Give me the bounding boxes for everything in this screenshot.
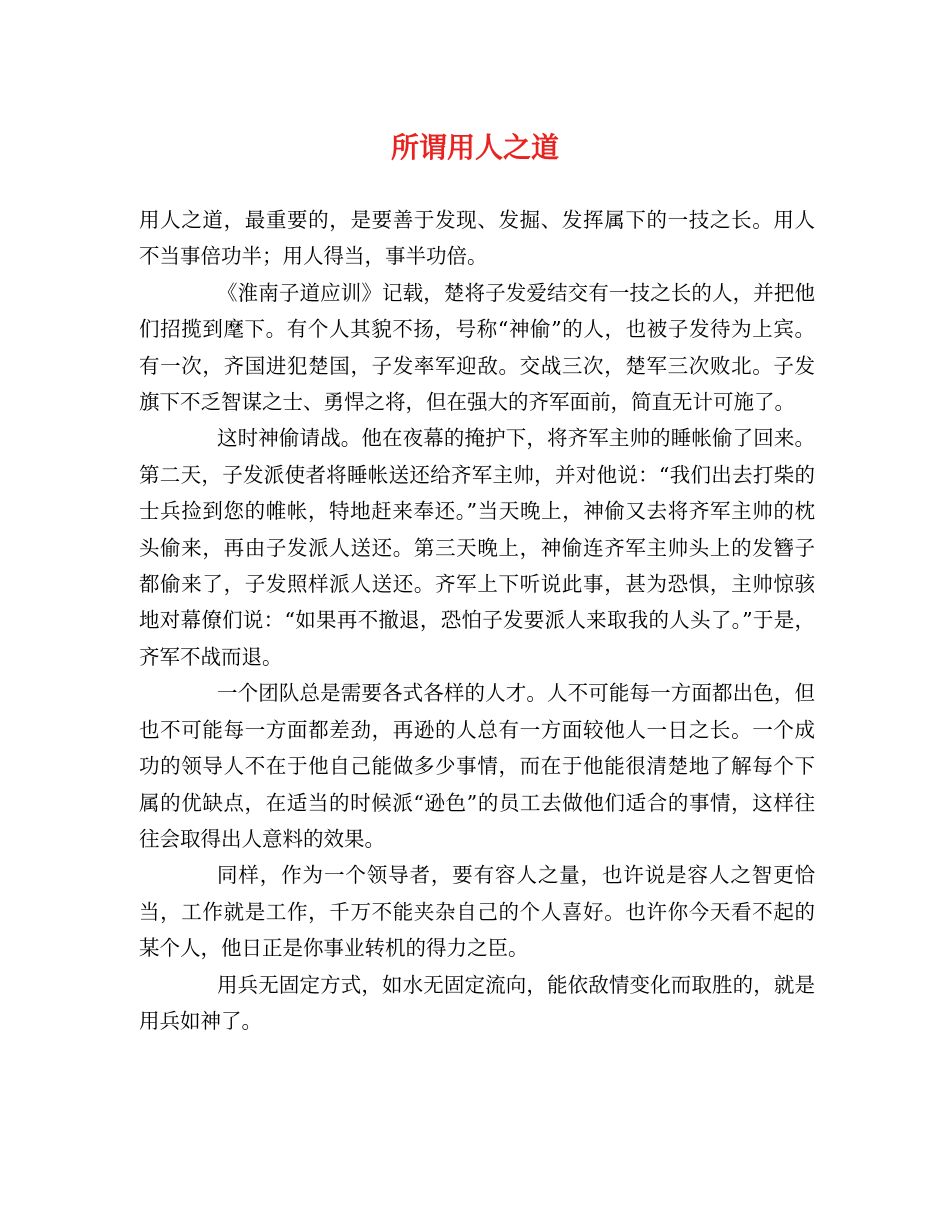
paragraph-intro: 用人之道，最重要的，是要善于发现、发掘、发挥属下的一技之长。用人不当事倍功半；用人得当，事半功倍。: [139, 208, 815, 269]
document-title: 所谓用人之道: [390, 131, 559, 164]
paragraph-conclusion: 用兵无固定方式，如水无固定流向，能依敌情变化而取胜的，就是用兵如神了。: [139, 972, 815, 1033]
paragraph-shentou: 这时神偷请战。他在夜幕的掩护下，将齐军主帅的睡帐偷了回来。第二天，子发派使者将睡帐送还给齐军主帅，并对他说：“我们出去打柴的士兵捡到您的帷帐，特地赶来奉还。”当天晚上，神偷又去将齐军主帅的枕头偷来，再由子发派人送还。第三天晚上，神偷连齐军主帅头上的发簪子都偷来了，子发照样派人送还。齐军上下听说此事，甚为恐惧，主帅惊骇地对幕僚们说：“如果再不撤退，恐怕子发要派人来取我的人头了。”于是，齐军不战而退。: [139, 426, 815, 669]
document-body: [139, 202, 815, 1039]
paragraph-leader: 同样，作为一个领导者，要有容人之量，也许说是容人之智更恰当，工作就是工作，千万不能夹杂自己的个人喜好。也许你今天看不起的某个人，他日正是你事业转机的得力之臣。: [139, 863, 815, 961]
paragraph-team: 一个团队总是需要各式各样的人才。人不可能每一方面都出色，但也不可能每一方面都差劲，再逊的人总有一方面较他人一日之长。一个成功的领导人不在于他自己能做多少事情，而在于他能很清楚地了解每个下属的优缺点，在适当的时候派“逊色”的员工去做他们适合的事情，这样往往会取得出人意料的效果。: [139, 681, 815, 851]
paragraph-huainanzi: 《淮南子道应训》记载，楚将子发爱结交有一技之长的人，并把他们招揽到麾下。有个人其貌不扬，号称“神偷”的人，也被子发待为上宾。有一次，齐国进犯楚国，子发率军迎敌。交战三次，楚军三次败北。子发旗下不乏智谋之士、勇悍之将，但在强大的齐军面前，简直无计可施了。: [139, 280, 815, 415]
